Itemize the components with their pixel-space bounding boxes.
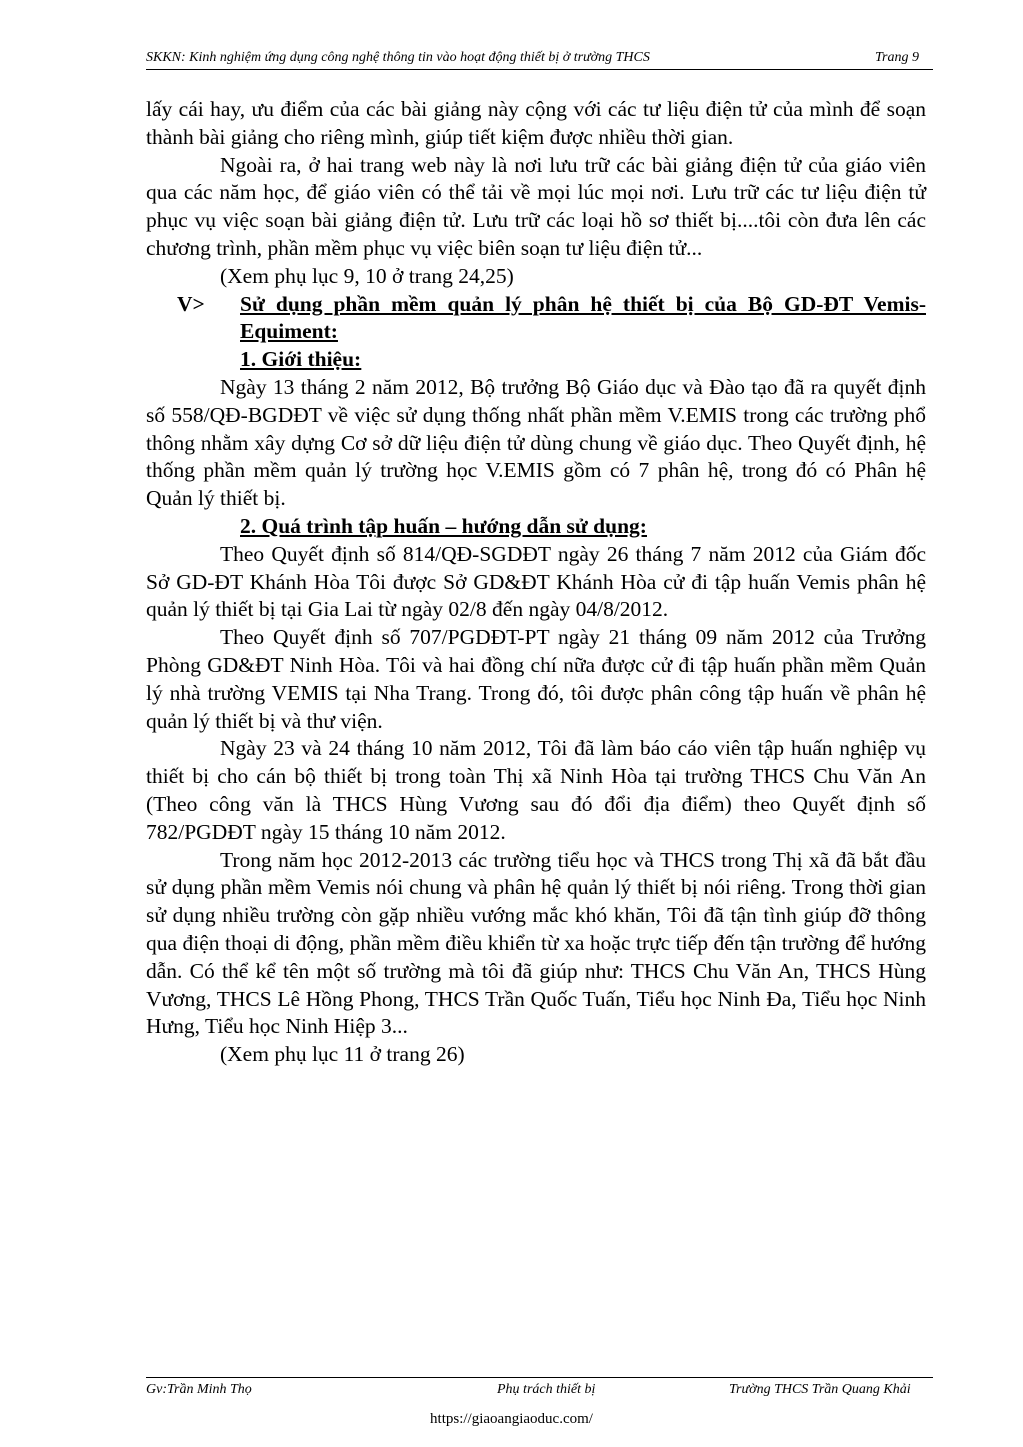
appendix-reference-2: (Xem phụ lục 11 ở trang 26) [220,1042,465,1067]
subheading-introduction-text: 1. Giới thiệu: [240,347,362,372]
footer-role: Phụ trách thiết bị [497,1382,596,1397]
subheading-training-text: 2. Quá trình tập huấn – hướng dẫn sử dụng: [240,513,647,538]
paragraph-4: Theo Quyết định số 814/QĐ-SGDĐT ngày 26 tháng 7 năm 2012 của Giám đốc Sở GD-ĐT Khánh Hòa Tôi được Sở GD&ĐT Khánh Hòa cử đi tập huấn Vemis phân hệ quản lý thiết bị tại Gia Lai từ ngày 02/8 đến ngày 04/8/2012. [146,541,926,622]
subheading-introduction [146,346,926,374]
document-body [146,96,926,1069]
section-title: Sử dụng phần mềm quản lý phân hệ thiết bị của Bộ GD-ĐT Vemis-Equiment: [240,291,926,344]
footer-author: Gv:Trần Minh Thọ [146,1382,252,1397]
section-heading [146,291,926,347]
subheading-training [146,513,926,541]
paragraph-1: lấy cái hay, ưu điểm của các bài giảng này cộng với các tư liệu điện tử của mình để soạn thành bài giảng cho riêng mình, giúp tiết kiệm được nhiều thời gian. [146,97,926,149]
header-title: SKKN: Kinh nghiệm ứng dụng công nghệ thông tin vào hoạt động thiết bị ở trường THCS [146,50,650,65]
section-number: V> [177,291,205,316]
header-rule [146,69,933,70]
appendix-reference-1: (Xem phụ lục 9, 10 ở trang 24,25) [220,263,514,288]
paragraph-7: Trong năm học 2012-2013 các trường tiểu học và THCS trong Thị xã đã bắt đầu sử dụng phần mềm Vemis nói chung và phân hệ quản lý thiết bị nói riêng. Trong thời gian sử dụng nhiều trường còn gặp nhiều vướng mắc khó khăn, Tôi đã tận tình giúp đỡ thông qua điện thoại di động, phần mềm điều khiển từ xa hoặc trực tiếp đến tận trường để hướng dẫn. Có thể kể tên một số trường mà tôi đã giúp như: THCS Chu Văn An, THCS Hùng Vương, THCS Lê Hồng Phong, THCS Trần Quốc Tuấn, Tiểu học Ninh Đa, Tiểu học Ninh Hưng, Tiểu học Ninh Hiệp 3... [146,847,926,1039]
paragraph-3: Ngày 13 tháng 2 năm 2012, Bộ trưởng Bộ Giáo dục và Đào tạo đã ra quyết định số 558/QĐ-BGDĐT về việc sử dụng thống nhất phần mềm V.EMIS trong các trường phổ thông nhằm xây dựng Cơ sở dữ liệu điện tử dùng chung về giáo dục. Theo Quyết định, hệ thống phần mềm quản lý trường học V.EMIS gồm có 7 phân hệ, trong đó có Phân hệ Quản lý thiết bị. [146,374,926,511]
page-number: Trang 9 [875,50,919,65]
footer-school: Trường THCS Trần Quang Khải [729,1382,911,1397]
source-url[interactable]: https://giaoangiaoduc.com/ [430,1411,593,1427]
paragraph-2: Ngoài ra, ở hai trang web này là nơi lưu trữ các bài giảng điện tử của giáo viên qua các năm học, để giáo viên có thể tải về mọi lúc mọi nơi. Lưu trữ các tư liệu điện tử phục vụ việc soạn bài giảng điện tử. Lưu trữ các loại hồ sơ thiết bị....tôi còn đưa lên các chương trình, phần mềm phục vụ việc biên soạn tư liệu điện tử... [146,152,926,260]
paragraph-5: Theo Quyết định số 707/PGDĐT-PT ngày 21 tháng 09 năm 2012 của Trưởng Phòng GD&ĐT Ninh Hòa. Tôi và hai đồng chí nữa được cử đi tập huấn phần mềm Quản lý nhà trường VEMIS tại Nha Trang. Trong đó, tôi được phân công tập huấn về phân hệ quản lý thiết bị và thư viện. [146,625,926,733]
paragraph-6: Ngày 23 và 24 tháng 10 năm 2012, Tôi đã làm báo cáo viên tập huấn nghiệp vụ thiết bị cho cán bộ thiết bị trong toàn Thị xã Ninh Hòa tại trường THCS Chu Văn An (Theo công văn là THCS Hùng Vương sau đó đổi địa điểm) theo Quyết định số 782/PGDĐT ngày 15 tháng 10 năm 2012. [146,736,926,844]
footer-rule [146,1377,933,1378]
page-header [146,50,933,68]
